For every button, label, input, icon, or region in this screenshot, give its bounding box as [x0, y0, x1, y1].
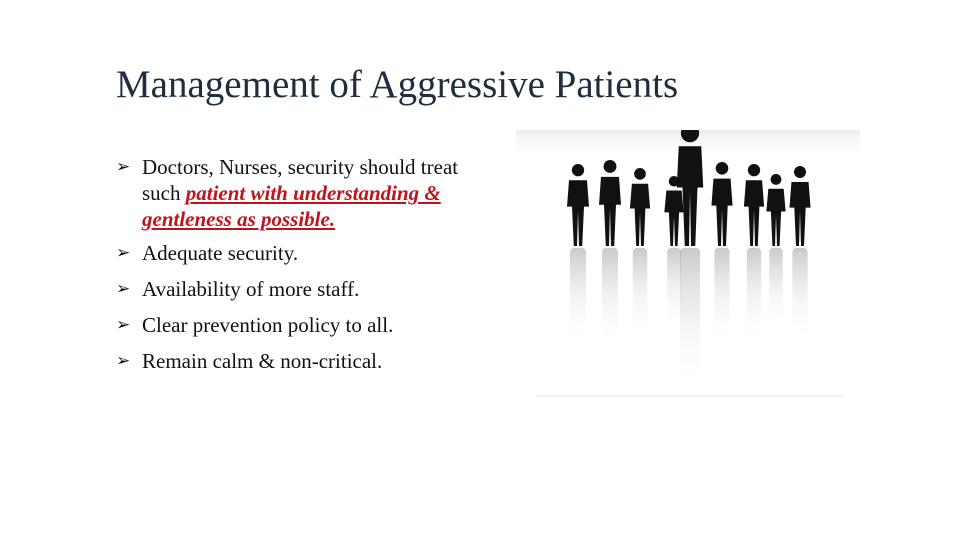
arrow-bullet-icon: ➢ [116, 243, 131, 263]
silhouette-body [664, 191, 683, 247]
person-silhouette [744, 164, 764, 246]
silhouette-body [711, 179, 732, 246]
arrow-bullet-icon: ➢ [116, 315, 131, 335]
arrow-bullet-icon: ➢ [116, 157, 131, 177]
reflection-group [570, 248, 808, 388]
silhouette-head [771, 174, 782, 185]
arrow-bullet-icon: ➢ [116, 279, 131, 299]
silhouette-body [789, 182, 810, 246]
person-silhouette [677, 130, 704, 246]
silhouette-reflection [602, 248, 618, 347]
silhouette-head [604, 160, 617, 173]
bullet-text: Adequate security. [142, 241, 299, 265]
silhouette-reflection [792, 248, 807, 340]
silhouette-head [794, 166, 806, 178]
person-silhouette [766, 174, 785, 246]
silhouette-reflection [769, 248, 783, 331]
bullet-item [116, 240, 476, 266]
silhouette-head [716, 162, 729, 175]
bullet-text: Clear prevention policy to all. [142, 313, 394, 337]
bullet-text: Doctors, Nurses, security should treat such [142, 155, 459, 205]
silhouette-head [748, 164, 760, 176]
silhouette-reflection [680, 248, 700, 388]
bullet-item [116, 312, 476, 338]
silhouette-reflection [667, 248, 681, 329]
silhouette-body [744, 180, 764, 246]
bullet-text: Availability of more staff. [142, 277, 360, 301]
silhouette-head [572, 164, 584, 176]
slide-title: Management of Aggressive Patients [116, 63, 679, 106]
bullet-item [116, 348, 476, 374]
bullet-item [116, 154, 476, 232]
person-silhouette [599, 160, 621, 246]
silhouette-body [599, 177, 621, 246]
silhouette-body [766, 189, 785, 246]
person-silhouette [630, 168, 650, 246]
silhouette-body [630, 184, 650, 246]
bullet-text: Remain calm & non-critical. [142, 349, 383, 373]
person-silhouette [789, 166, 810, 246]
person-silhouette [711, 162, 732, 246]
bullet-item [116, 276, 476, 302]
arrow-bullet-icon: ➢ [116, 351, 131, 371]
person-silhouette [567, 164, 589, 246]
silhouette-reflection [747, 248, 761, 342]
silhouette-reflection [633, 248, 647, 338]
bullet-list [116, 154, 476, 384]
silhouette-reflection [714, 248, 729, 345]
silhouette-head [634, 168, 646, 180]
silhouette-reflection [570, 248, 586, 342]
silhouette-body [567, 180, 589, 246]
people-silhouettes-image [516, 130, 860, 400]
bullet-emphasis-text: patient with understanding & gentleness as possible. [142, 181, 441, 231]
